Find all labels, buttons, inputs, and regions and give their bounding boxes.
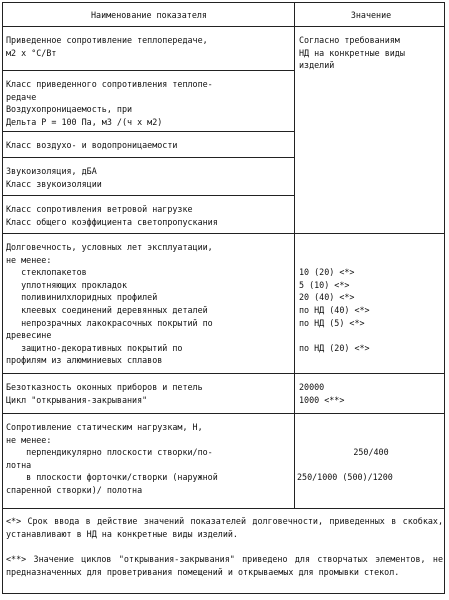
row-heat-resistance-value: Согласно требованиям НД на конкретные виды изделий — [299, 35, 405, 71]
header-indicator-name: Наименование показателя — [91, 10, 207, 20]
row-hardware-reliability-label: Безотказность оконных приборов и петель Цикл "открывания-закрывания" — [6, 382, 203, 405]
row-hardware-reliability-value: 20000 1000 <**> — [299, 382, 345, 405]
row-divider — [2, 413, 445, 414]
row-divider — [2, 195, 294, 196]
row-static-load-value-in-plane: 250/1000 (500)/1200 — [297, 472, 393, 482]
row-divider — [2, 131, 294, 132]
column-divider — [294, 2, 295, 508]
row-air-water-class-label: Класс воздухо- и водопроницаемости — [6, 140, 178, 150]
row-static-load-label: Сопротивление статическим нагрузкам, Н, не менее: перпендикулярно плоскости створки/по- лотна в плоскости форточки/створки (наружной спаренной створки)/ полотна — [6, 422, 218, 495]
row-divider — [2, 508, 445, 509]
row-durability-values: 10 (20) <*> 5 (10) <*> 20 (40) <*> по НД (40) <*> по НД (5) <*> по НД (20) <*> — [299, 267, 370, 353]
row-wind-light-class-label: Класс сопротивления ветровой нагрузке Класс общего коэффициента светопропускания — [6, 204, 218, 227]
row-divider — [2, 26, 445, 27]
footnote-durability: <*> Срок ввода в действие значений показателей долговечности, приведенных в скобках, устанавливают в НД на конкретные виды изделий. — [6, 516, 443, 539]
row-static-load-value-perpendicular: 250/400 — [353, 447, 389, 457]
row-heat-class-air-permeability-label: Класс приведенного сопротивления теплопе- редаче Воздухопроницаемость, при Дельта P = 100 Па, м3 /(ч x м2) — [6, 79, 213, 127]
footnote-cycles: <**> Значение циклов "открывания-закрывания" приведено для створчатых элементов, не предназначенных для проветривания помещений и открываемых для промывки стекол. — [6, 554, 443, 577]
row-sound-insulation-label: Звукоизоляция, дБА Класс звукоизоляции — [6, 166, 102, 189]
row-heat-resistance-label: Приведенное сопротивление теплопередаче, м2 x °С/Вт — [6, 35, 208, 58]
row-divider — [2, 157, 294, 158]
header-value: Значение — [350, 10, 392, 20]
row-durability-label: Долговечность, условных лет эксплуатации, не менее: стеклопакетов уплотняющих прокладок поливинилхлоридных профилей клеевых соединений деревянных деталей непрозрачных лакокрасочных покрытий по древесине защитно-декоративных покрытий по профилям из алюминиевых сплавов — [6, 242, 213, 366]
row-divider — [2, 233, 445, 234]
row-divider — [2, 373, 445, 374]
row-divider — [2, 70, 294, 71]
